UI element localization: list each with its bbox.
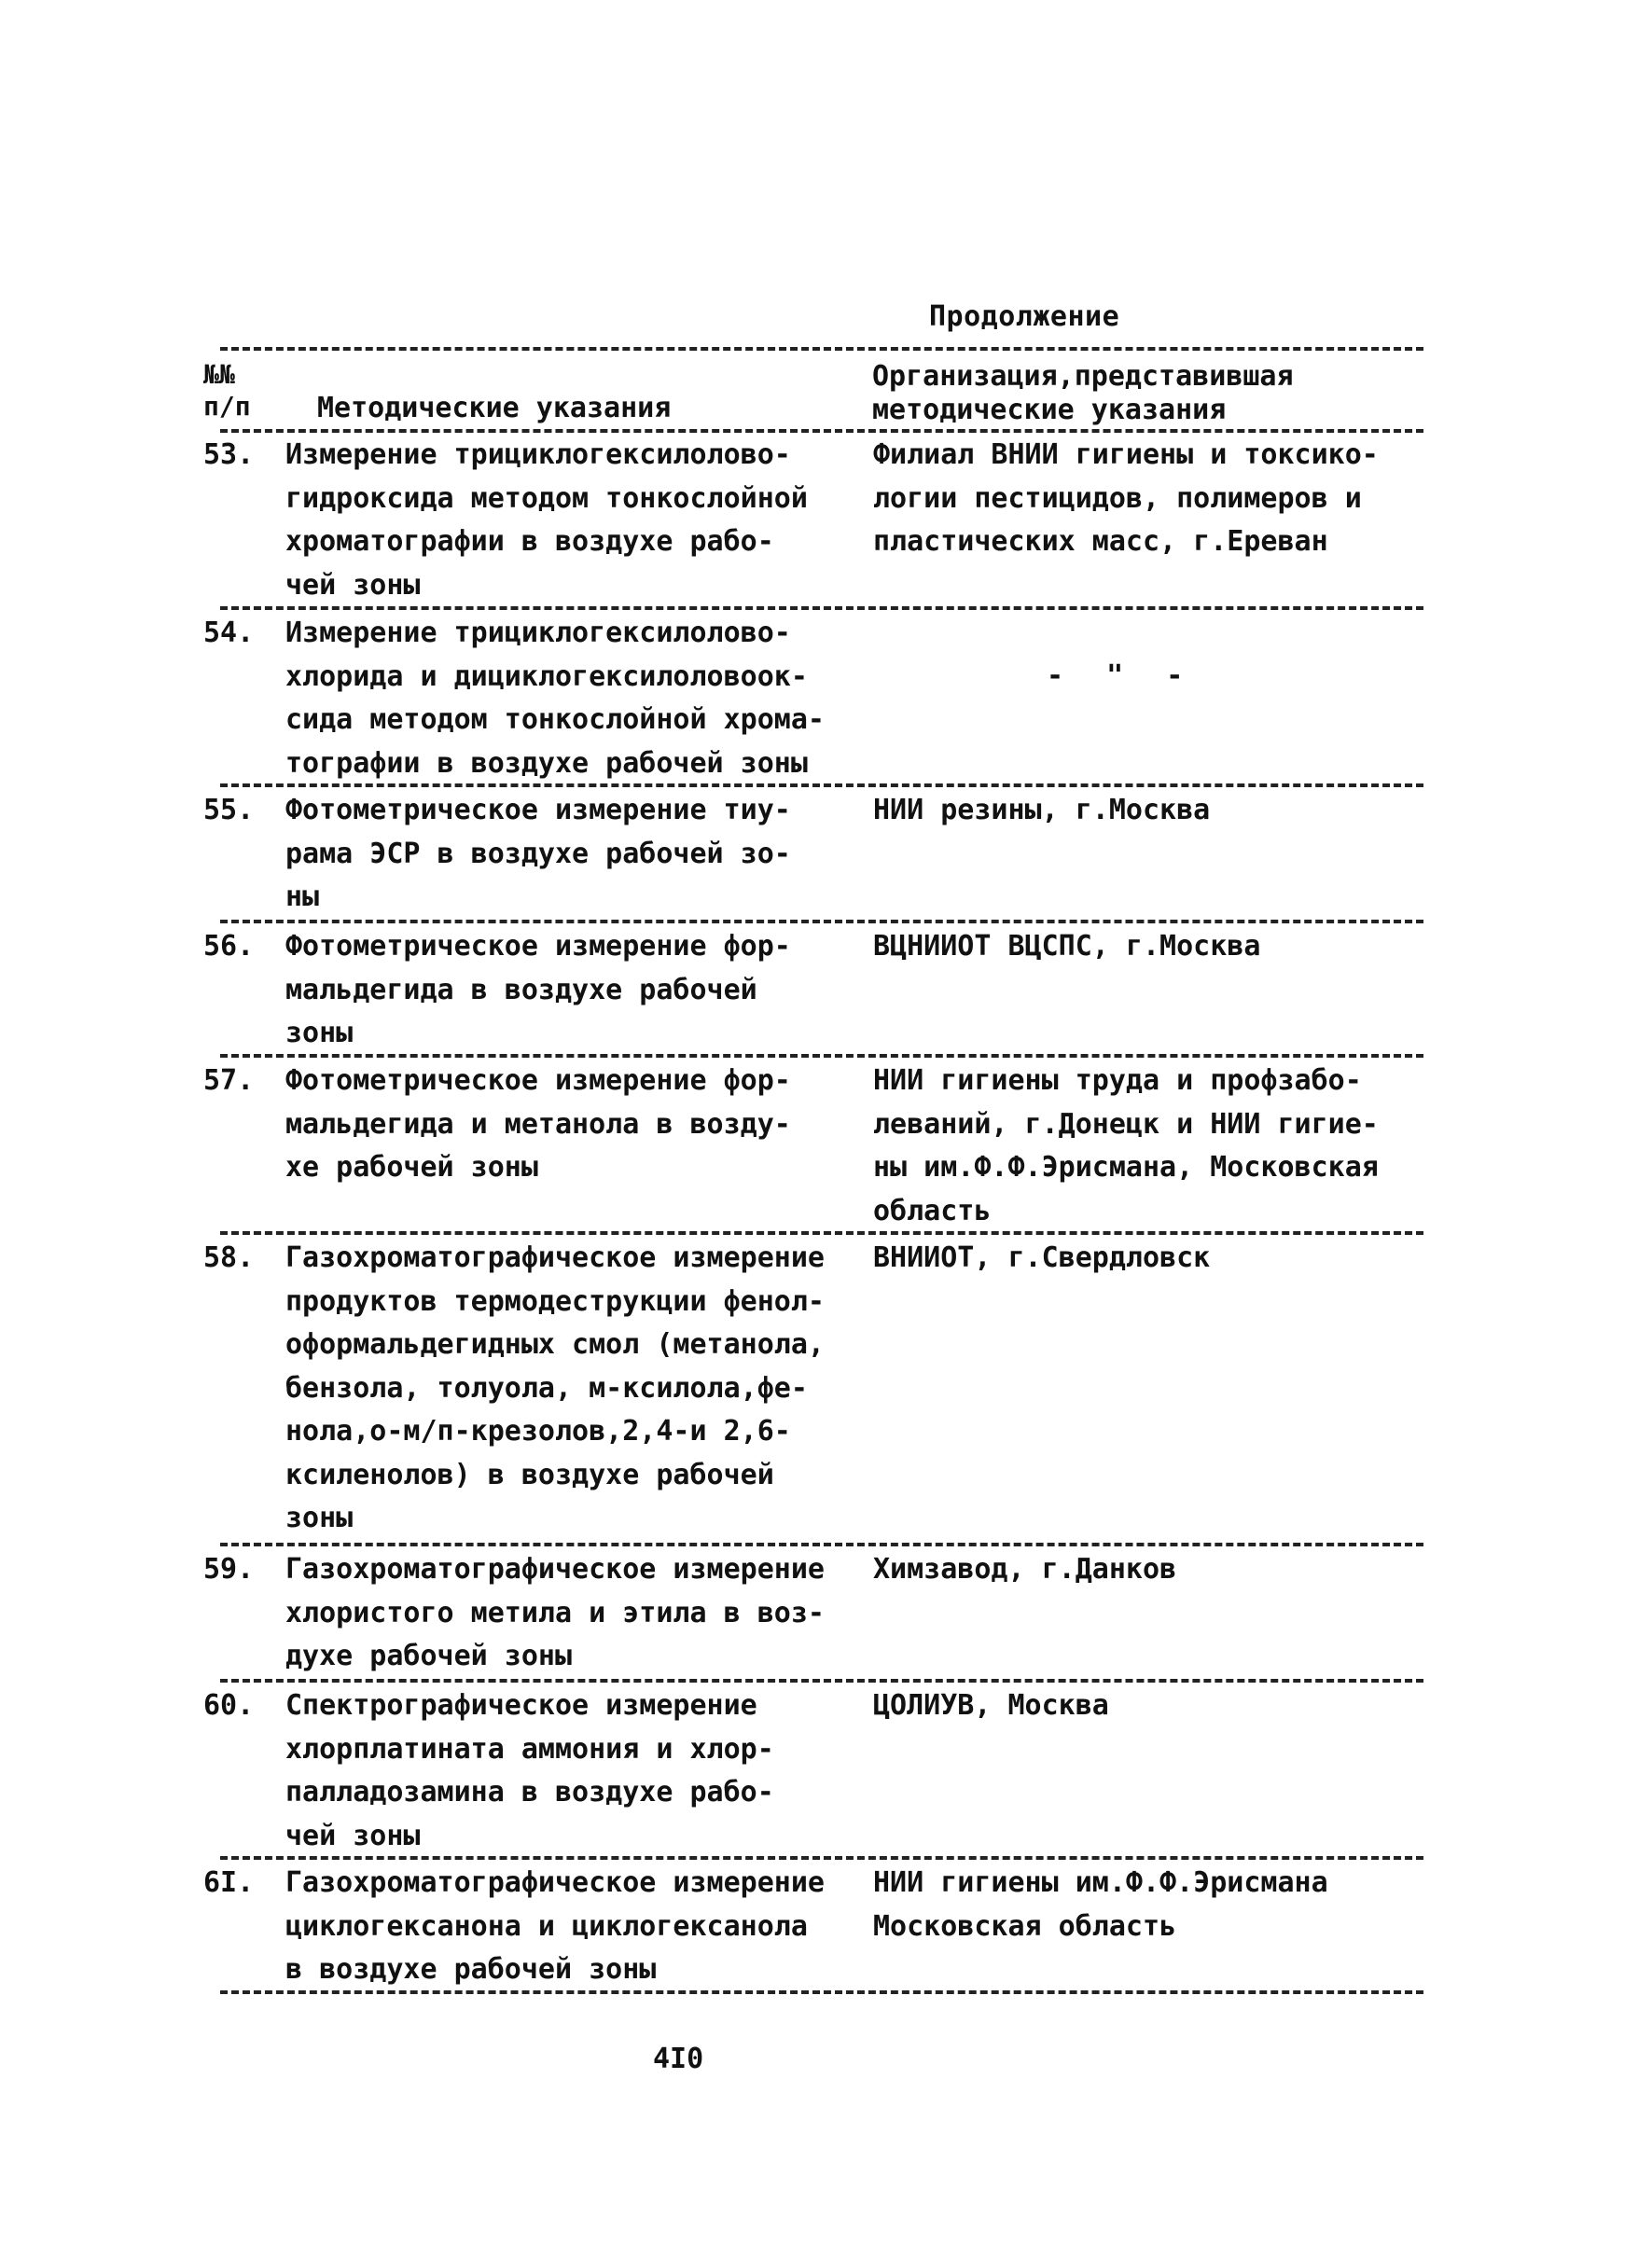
header-methods-column: Методические указания bbox=[317, 392, 672, 424]
method-title: Газохроматографическое измерение циклогексанона и циклогексанола в воздухе рабочей зоны bbox=[285, 1866, 825, 1986]
method-title: Фотометрическое измерение тиу- рама ЭСР в воздухе рабочей зо- ны bbox=[285, 794, 791, 913]
header-number-column: №№ п/п bbox=[203, 359, 251, 422]
organization: НИИ резины, г.Москва bbox=[873, 794, 1211, 826]
row-separator bbox=[220, 1679, 1423, 1683]
organization: Химзавод, г.Данков bbox=[873, 1553, 1177, 1586]
method-title: Измерение трициклогексилолово- хлорида и дициклогексилоловоок- сида методом тонкослойной хрома- тографии в воздухе рабочей зоны bbox=[285, 617, 825, 780]
table-bottom-rule bbox=[220, 1990, 1423, 1994]
organization: ВНИИОТ, г.Свердловск bbox=[873, 1241, 1211, 1274]
row-number: 57. bbox=[203, 1064, 255, 1097]
row-separator bbox=[220, 1856, 1423, 1860]
organization: НИИ гигиены труда и профзабо- леваний, г.Донецк и НИИ гигие- ны им.Ф.Ф.Эрисмана, Московская область bbox=[873, 1064, 1379, 1227]
row-separator bbox=[220, 1054, 1423, 1058]
method-title: Фотометрическое измерение фор- мальдегида и метанола в возду- хе рабочей зоны bbox=[285, 1064, 791, 1184]
row-separator bbox=[220, 783, 1423, 787]
row-separator bbox=[220, 920, 1423, 923]
row-number: 56. bbox=[203, 930, 255, 963]
organization: НИИ гигиены им.Ф.Ф.Эрисмана Московская область bbox=[873, 1866, 1328, 1943]
row-number: 59. bbox=[203, 1553, 255, 1586]
organization: ЦОЛИУВ, Москва bbox=[873, 1689, 1109, 1722]
row-number: 54. bbox=[203, 617, 255, 649]
row-separator bbox=[220, 1543, 1423, 1546]
row-number: 60. bbox=[203, 1689, 255, 1722]
page-number: 4I0 bbox=[653, 2043, 704, 2075]
continuation-label: Продолжение bbox=[929, 300, 1120, 333]
header-organization-column: Организация,представившая методические указания bbox=[872, 360, 1294, 426]
row-separator bbox=[220, 1231, 1423, 1235]
method-title: Спектрографическое измерение хлорплатината аммония и хлор- палладозамина в воздухе рабо- чей зоны bbox=[285, 1689, 774, 1852]
method-title: Газохроматографическое измерение хлористого метила и этила в воз- духе рабочей зоны bbox=[285, 1553, 825, 1672]
method-title: Газохроматографическое измерение продуктов термодеструкции фенол- оформальдегидных смол (метанола, бензола, толуола, м-ксилола,фе- нола,о-м/п-крезолов,2,4-и 2,6- ксиленолов) в воздухе рабочей зоны bbox=[285, 1241, 825, 1534]
row-separator bbox=[220, 606, 1423, 610]
row-number: 6I. bbox=[203, 1866, 255, 1899]
table-top-rule bbox=[220, 347, 1423, 351]
organization: Филиал ВНИИ гигиены и токсико- логии пестицидов, полимеров и пластических масс, г.Ереван bbox=[873, 438, 1379, 558]
method-title: Фотометрическое измерение фор- мальдегида в воздухе рабочей зоны bbox=[285, 930, 791, 1049]
method-title: Измерение трициклогексилолово- гидроксида методом тонкослойной хроматографии в воздухе рабо- чей зоны bbox=[285, 438, 808, 602]
header-rule bbox=[220, 429, 1423, 433]
row-number: 58. bbox=[203, 1241, 255, 1274]
row-number: 53. bbox=[203, 438, 255, 471]
organization-ditto: - " - bbox=[1047, 659, 1197, 692]
organization: ВЦНИИОТ ВЦСПС, г.Москва bbox=[873, 930, 1261, 963]
row-number: 55. bbox=[203, 794, 255, 826]
